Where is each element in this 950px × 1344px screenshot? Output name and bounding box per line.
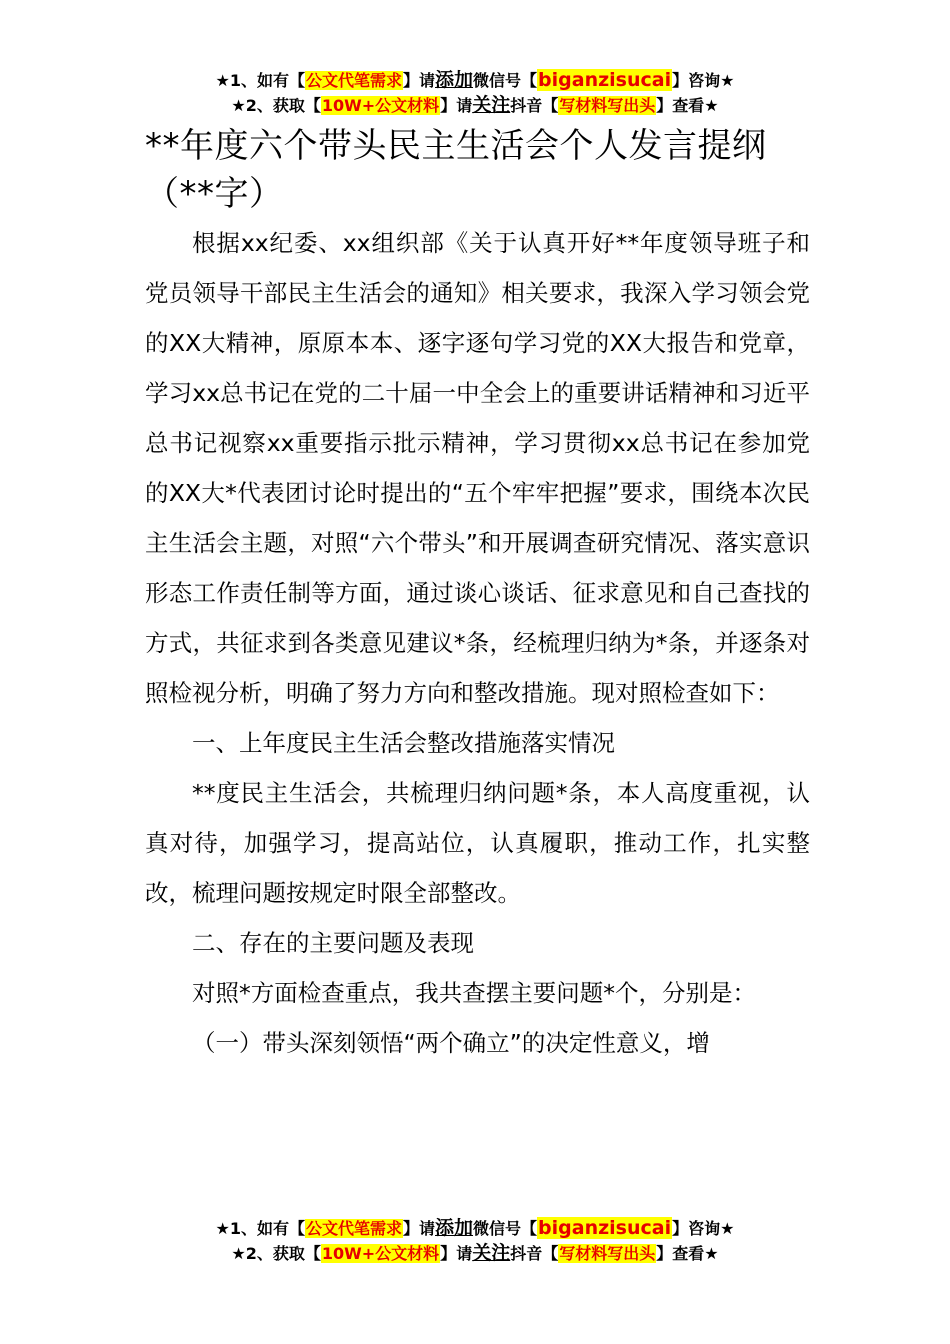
section-heading-1: 一、上年度民主生活会整改措施落实情况 — [192, 729, 615, 757]
banner-line-1: ★1、如有【公文代笔需求】请添加微信号【biganzisucai】咨询★ — [215, 69, 735, 91]
paragraph-section-1: **度民主生活会，共梳理归纳问题*条，本人高度重视，认真对待，加强学习，提高站位，认真履职，推动工作，扎实整改，梳理问题按规定时限全部整改。 — [145, 779, 810, 907]
paragraph-section-2: 对照*方面检查重点，我共查摆主要问题*个，分别是： — [192, 979, 756, 1007]
highlight-douyin-id: 写材料写出头 — [559, 96, 656, 115]
footer-banner — [0, 1216, 950, 1266]
banner-line-2: ★2、获取【10W+公文材料】请关注抖音【写材料写出头】查看★ — [231, 94, 719, 116]
paragraph-intro: 根据xx纪委、xx组织部《关于认真开好**年度领导班子和党员领导干部民主生活会的通知》相关要求，我深入学习领会党的XX大精神，原原本本、逐字逐句学习党的XX大报告和党章，学习xx总书记在党的二十届一中全会上的重要讲话精神和习近平总书记视察xx重要指示批示精神，学习贯彻xx总书记在参加党的XX大*代表团讨论时提出的“五个牢牢把握”要求，围绕本次民主生活会主题，对照“六个带头”和开展调查研究情况、落实意识形态工作责任制等方面，通过谈心谈话、征求意见和自己查找的方式，共征求到各类意见建议*条，经梳理归纳为*条，并逐条对照检视分析，明确了努力方向和整改措施。现对照检查如下： — [145, 229, 810, 707]
section-heading-2: 二、存在的主要问题及表现 — [192, 929, 474, 957]
footer-line-2: ★2、获取【10W+公文材料】请关注抖音【写材料写出头】查看★ — [231, 1242, 719, 1264]
highlight-service: 公文代笔需求 — [305, 71, 402, 90]
document-body — [145, 218, 810, 1068]
header-banner — [0, 68, 950, 118]
highlight-materials: 10W+公文材料 — [321, 96, 440, 115]
highlight-wechat-id: biganzisucai — [538, 69, 672, 91]
subheading-1: （一）带头深刻领悟“两个确立”的决定性意义，增 — [192, 1029, 710, 1057]
footer-line-1: ★1、如有【公文代笔需求】请添加微信号【biganzisucai】咨询★ — [215, 1217, 735, 1239]
document-title: **年度六个带头民主生活会个人发言提纲（**字） — [145, 126, 767, 214]
